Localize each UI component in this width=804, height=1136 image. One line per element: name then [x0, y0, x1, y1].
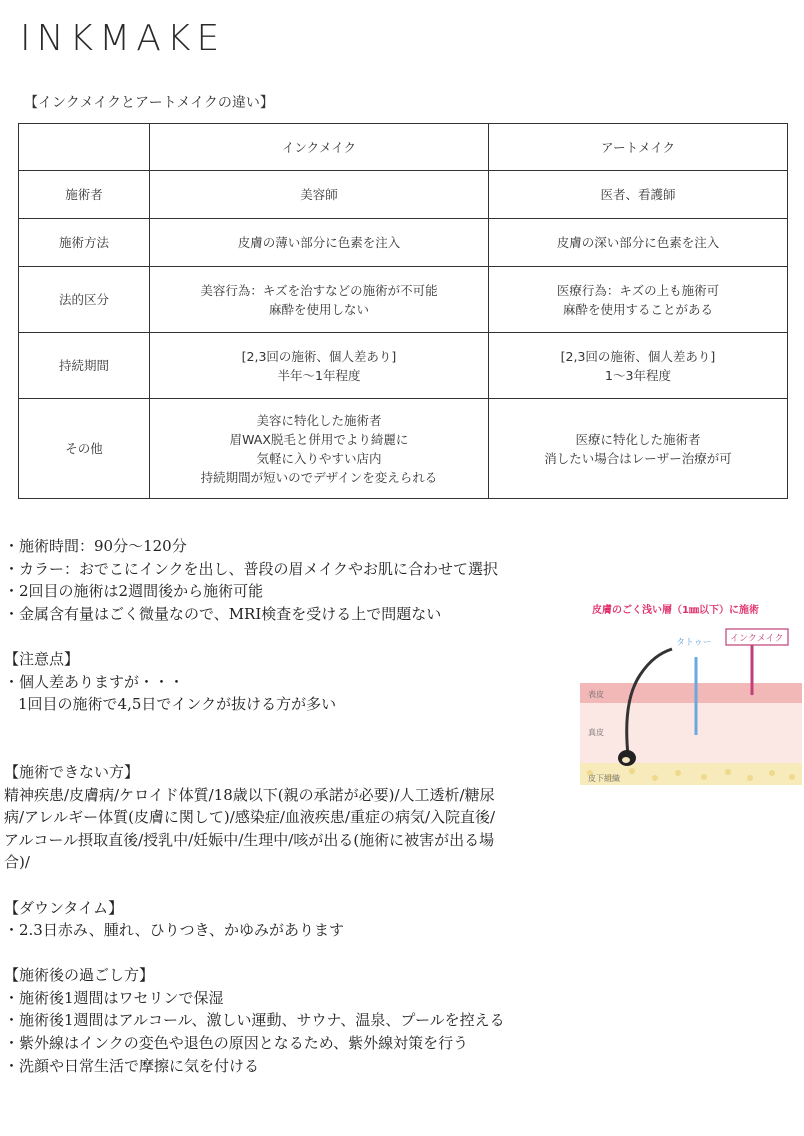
cell-line: 美容師 [300, 187, 338, 202]
comparison-title: 【インクメイクとアートメイクの違い】 [24, 95, 274, 111]
diagram-title: 皮膚のごく浅い層（1㎜以下）に施術 [592, 605, 759, 616]
cell-line: 半年〜1年程度 [277, 367, 361, 383]
artmake-cell [489, 267, 788, 333]
header-empty-cell [19, 124, 150, 171]
inkmake-cell [150, 171, 489, 219]
cannot-line: 病/アレルギー体質(皮膚に関して)/感染症/血液疾患/重症の病気/入院直後/ [4, 808, 496, 827]
aftercare-line: ・紫外線はインクの変色や退色の原因となるため、紫外線対策を行う [4, 1034, 469, 1053]
header-artmake: アートメイク [489, 124, 788, 171]
table-row [19, 267, 788, 333]
cell-line: 医療に特化した施術者 [575, 431, 701, 447]
table-row [19, 219, 788, 267]
spacer [4, 874, 564, 897]
inkmake-cell [150, 399, 489, 499]
table-header-row [19, 124, 788, 171]
inkmake-label: インクメイク [730, 634, 784, 644]
cell-line: 麻酔を使用することがある [562, 301, 713, 317]
cell-line: [2,3回の施術、個人差あり] [241, 348, 397, 364]
cell-line: 1〜3年程度 [605, 367, 671, 383]
downtime-line: ・2.3日赤み、腫れ、ひりつき、かゆみがあります [4, 921, 345, 940]
cell-line: 眉WAX脱毛と併用でより綺麗に [229, 431, 409, 447]
spacer [4, 625, 564, 648]
row-label: 持続期間 [19, 333, 150, 399]
table-row [19, 171, 788, 219]
spacer [4, 942, 564, 965]
inkmake-cell [150, 333, 489, 399]
subcutis-label: 皮下組織 [588, 774, 620, 783]
cell-line: 美容に特化した施術者 [256, 412, 382, 428]
aftercare-heading: 【施術後の過ごし方】 [4, 966, 155, 985]
comparison-table [18, 123, 788, 499]
downtime-heading: 【ダウンタイム】 [4, 898, 124, 917]
inkmake-cell [150, 219, 489, 267]
bullet-item: ・2回目の施術は2週間後から施術可能 [4, 582, 264, 601]
cell-line: 美容行為：キズを治すなどの施術が不可能 [200, 282, 438, 298]
row-label: 施術者 [19, 171, 150, 219]
cell-line: 持続期間が短いのでデザインを変えられる [200, 469, 438, 485]
caution-line: 1回目の施術で4,5日でインクが抜ける方が多い [18, 695, 337, 714]
spacer [4, 738, 564, 761]
epidermis-label: 表皮 [588, 690, 604, 699]
cell-line: 皮膚の深い部分に色素を注入 [556, 235, 720, 250]
info-section [4, 535, 564, 1077]
header-inkmake: インクメイク [150, 124, 489, 171]
aftercare-line: ・洗顔や日常生活で摩擦に気を付ける [4, 1056, 260, 1075]
epidermis-layer [580, 683, 802, 703]
brand-logo: INKMAKE [20, 18, 226, 59]
cannot-line: 精神疾患/皮膚病/ケロイド体質/18歳以下(親の承諾が必要)/人工透析/糖尿 [4, 785, 495, 804]
skin-layer-diagram [580, 595, 802, 785]
cannot-line: 合)/ [4, 853, 30, 872]
cell-line: 皮膚の薄い部分に色素を注入 [237, 235, 401, 250]
artmake-cell [489, 171, 788, 219]
cell-line: 気軽に入りやすい店内 [256, 450, 382, 466]
row-label: その他 [19, 399, 150, 499]
cannot-line: アルコール摂取直後/授乳中/妊娠中/生理中/咳が出る(施術に被害が出る場 [4, 830, 495, 849]
skin-diagram-svg [580, 595, 802, 785]
cell-line: [2,3回の施術、個人差あり] [560, 348, 716, 364]
dermis-layer [580, 703, 802, 763]
caution-line: ・個人差ありますが・・・ [4, 672, 185, 691]
cell-line: 消したい場合はレーザー治療が可 [544, 450, 732, 466]
artmake-cell [489, 399, 788, 499]
artmake-cell [489, 333, 788, 399]
table-row [19, 333, 788, 399]
cannot-heading: 【施術できない方】 [4, 762, 140, 781]
artmake-cell [489, 219, 788, 267]
aftercare-line: ・施術後1週間はワセリンで保湿 [4, 988, 224, 1007]
bullet-item: ・施術時間：90分〜120分 [4, 537, 187, 555]
table-row [19, 399, 788, 499]
bullet-item: ・カラー：おでこにインクを出し、普段の眉メイクやお肌に合わせて選択 [4, 559, 498, 578]
cell-line: 医療行為：キズの上も施術可 [556, 282, 720, 298]
row-label: 法的区分 [19, 267, 150, 333]
bullet-item: ・金属含有量はごく微量なので、MRI検査を受ける上で問題ない [4, 604, 442, 623]
aftercare-line: ・施術後1週間はアルコール、激しい運動、サウナ、温泉、プールを控える [4, 1011, 505, 1030]
row-label: 施術方法 [19, 219, 150, 267]
cell-line: 医者、看護師 [600, 187, 676, 202]
caution-heading: 【注意点】 [4, 649, 80, 668]
dermis-label: 真皮 [588, 728, 604, 737]
inkmake-cell [150, 267, 489, 333]
spacer [4, 716, 564, 739]
tattoo-label: タトゥー [676, 638, 712, 648]
cell-line: 麻酔を使用しない [268, 301, 369, 317]
